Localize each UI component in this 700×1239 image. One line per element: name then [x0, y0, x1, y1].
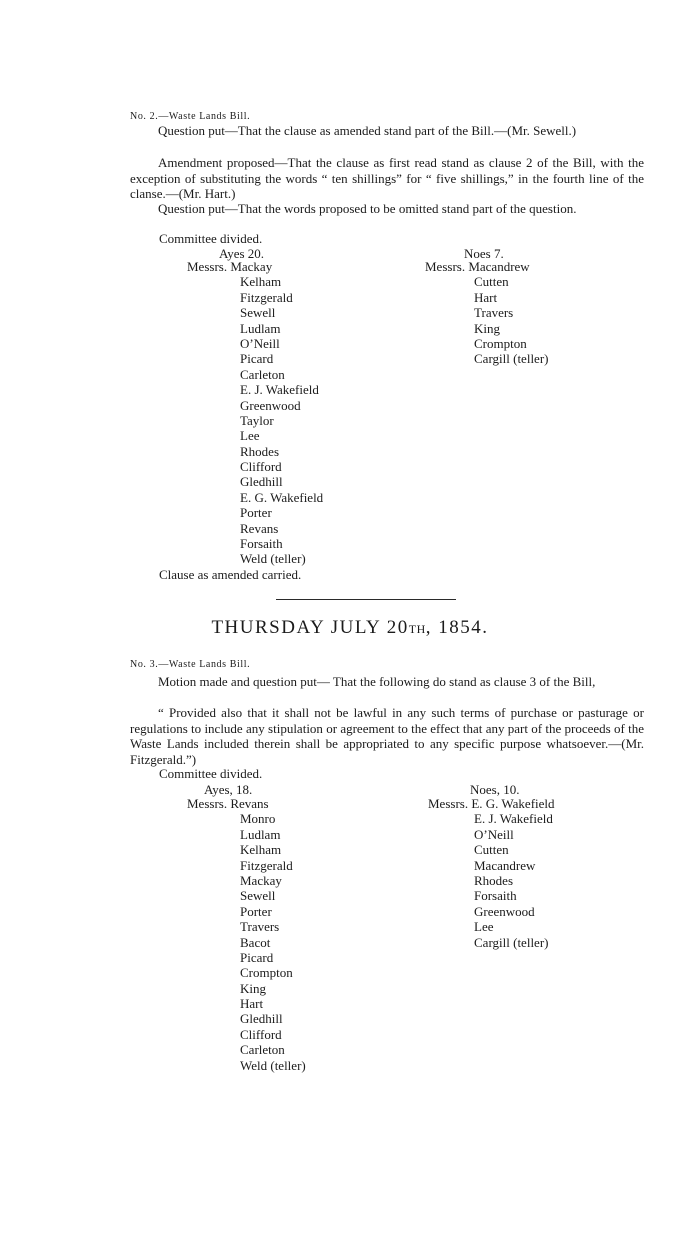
ayes-list — [187, 259, 323, 567]
list-item: Messrs. Revans — [187, 796, 269, 811]
list-item: Greenwood — [240, 397, 301, 413]
list-item: Ludlam — [240, 826, 281, 842]
list-item: E. J. Wakefield — [240, 382, 319, 398]
noes-heading: Noes, 10. — [470, 782, 520, 797]
paragraph-proviso: “ Provided also that it shall not be lawful in any such terms of purchase or pasturage or regulations to include any stipulation or agreement to the effect that any part of the proceeds of the Waste Lands included therein shall be appropriated to any specific purpose whatsoever.—(Mr. Fitzgerald.”) — [130, 705, 644, 767]
list-item: Gledhill — [240, 474, 283, 490]
list-item: Macandrew — [474, 857, 536, 873]
list-item: Gledhill — [240, 1011, 283, 1027]
list-item: Kelham — [240, 842, 282, 858]
date-year: , 1854. — [425, 617, 489, 638]
list-item: Travers — [240, 919, 280, 935]
date-suffix: TH — [408, 622, 426, 636]
list-item: Cutten — [474, 842, 509, 858]
list-item: Hart — [474, 289, 498, 305]
list-item: Picard — [240, 949, 274, 965]
list-item: Clifford — [240, 1026, 282, 1042]
ayes-heading: Ayes, 18. — [204, 782, 253, 797]
list-item: Porter — [240, 903, 272, 919]
list-item: Cutten — [474, 274, 509, 290]
paragraph-question-omit: Question put—That the words proposed to be omitted stand part of the question. — [158, 201, 577, 216]
list-item: Hart — [240, 996, 264, 1012]
list-item: E. G. Wakefield — [240, 489, 324, 505]
list-item: Revans — [240, 520, 279, 536]
list-item: Mackay — [240, 872, 282, 888]
list-item: Weld (teller) — [240, 551, 306, 567]
paragraph-question: Question put—That the clause as amended stand part of the Bill.—(Mr. Sewell.) — [158, 123, 577, 138]
list-item: Cargill (teller) — [474, 351, 549, 367]
date-main: THURSDAY JULY 20 — [211, 617, 409, 638]
list-item: Sewell — [240, 888, 276, 904]
list-item: King — [240, 980, 266, 996]
list-item: Fitzgerald — [240, 289, 293, 305]
list-item: O’Neill — [240, 335, 280, 351]
list-item: Porter — [240, 505, 272, 521]
list-item: Sewell — [240, 305, 276, 321]
list-item: Crompton — [240, 965, 293, 981]
list-item: Clifford — [240, 459, 282, 475]
section-heading: No. 2.—Waste Lands Bill. — [130, 111, 251, 122]
noes-heading: Noes 7. — [464, 246, 504, 261]
noes-list — [428, 796, 555, 950]
list-item: Monro — [240, 811, 276, 827]
section-heading: No. 3.—Waste Lands Bill. — [130, 659, 251, 670]
list-item: Bacot — [240, 934, 271, 950]
list-item: Lee — [474, 919, 494, 935]
list-item: Greenwood — [474, 903, 535, 919]
list-item: Messrs. E. G. Wakefield — [428, 796, 555, 811]
list-item: Ludlam — [240, 320, 281, 336]
paragraph-motion: Motion made and question put— That the following do stand as clause 3 of the Bill, — [158, 674, 596, 689]
ayes-list — [187, 796, 306, 1073]
list-item: Taylor — [240, 412, 274, 428]
list-item: Weld (teller) — [240, 1057, 306, 1073]
list-item: O’Neill — [474, 826, 514, 842]
committee-divided: Committee divided. — [159, 766, 263, 781]
committee-divided: Committee divided. — [159, 231, 263, 246]
list-item: King — [474, 320, 500, 336]
list-item: Travers — [474, 305, 514, 321]
list-item: E. J. Wakefield — [474, 811, 553, 827]
result-text: Clause as amended carried. — [159, 567, 302, 582]
ayes-heading: Ayes 20. — [219, 246, 265, 261]
list-item: Kelham — [240, 274, 282, 290]
list-item: Fitzgerald — [240, 857, 293, 873]
divider — [276, 599, 456, 600]
list-item: Forsaith — [474, 888, 517, 904]
noes-list — [425, 259, 548, 367]
list-item: Carleton — [240, 366, 285, 382]
paragraph-amendment: Amendment proposed—That the clause as first read stand as clause 2 of the Bill, with the exception of substituting the words “ ten shillings” for “ five shillings,” in the fourth line of the clanse.—(Mr. Hart.) — [130, 155, 644, 202]
list-item: Messrs. Macandrew — [425, 259, 530, 274]
list-item: Picard — [240, 351, 274, 367]
list-item: Rhodes — [474, 872, 513, 888]
page-title — [0, 617, 700, 638]
list-item: Rhodes — [240, 443, 279, 459]
list-item: Cargill (teller) — [474, 934, 549, 950]
list-item: Forsaith — [240, 536, 283, 552]
list-item: Carleton — [240, 1042, 285, 1058]
list-item: Messrs. Mackay — [187, 259, 273, 274]
list-item: Lee — [240, 428, 260, 444]
list-item: Crompton — [474, 335, 527, 351]
